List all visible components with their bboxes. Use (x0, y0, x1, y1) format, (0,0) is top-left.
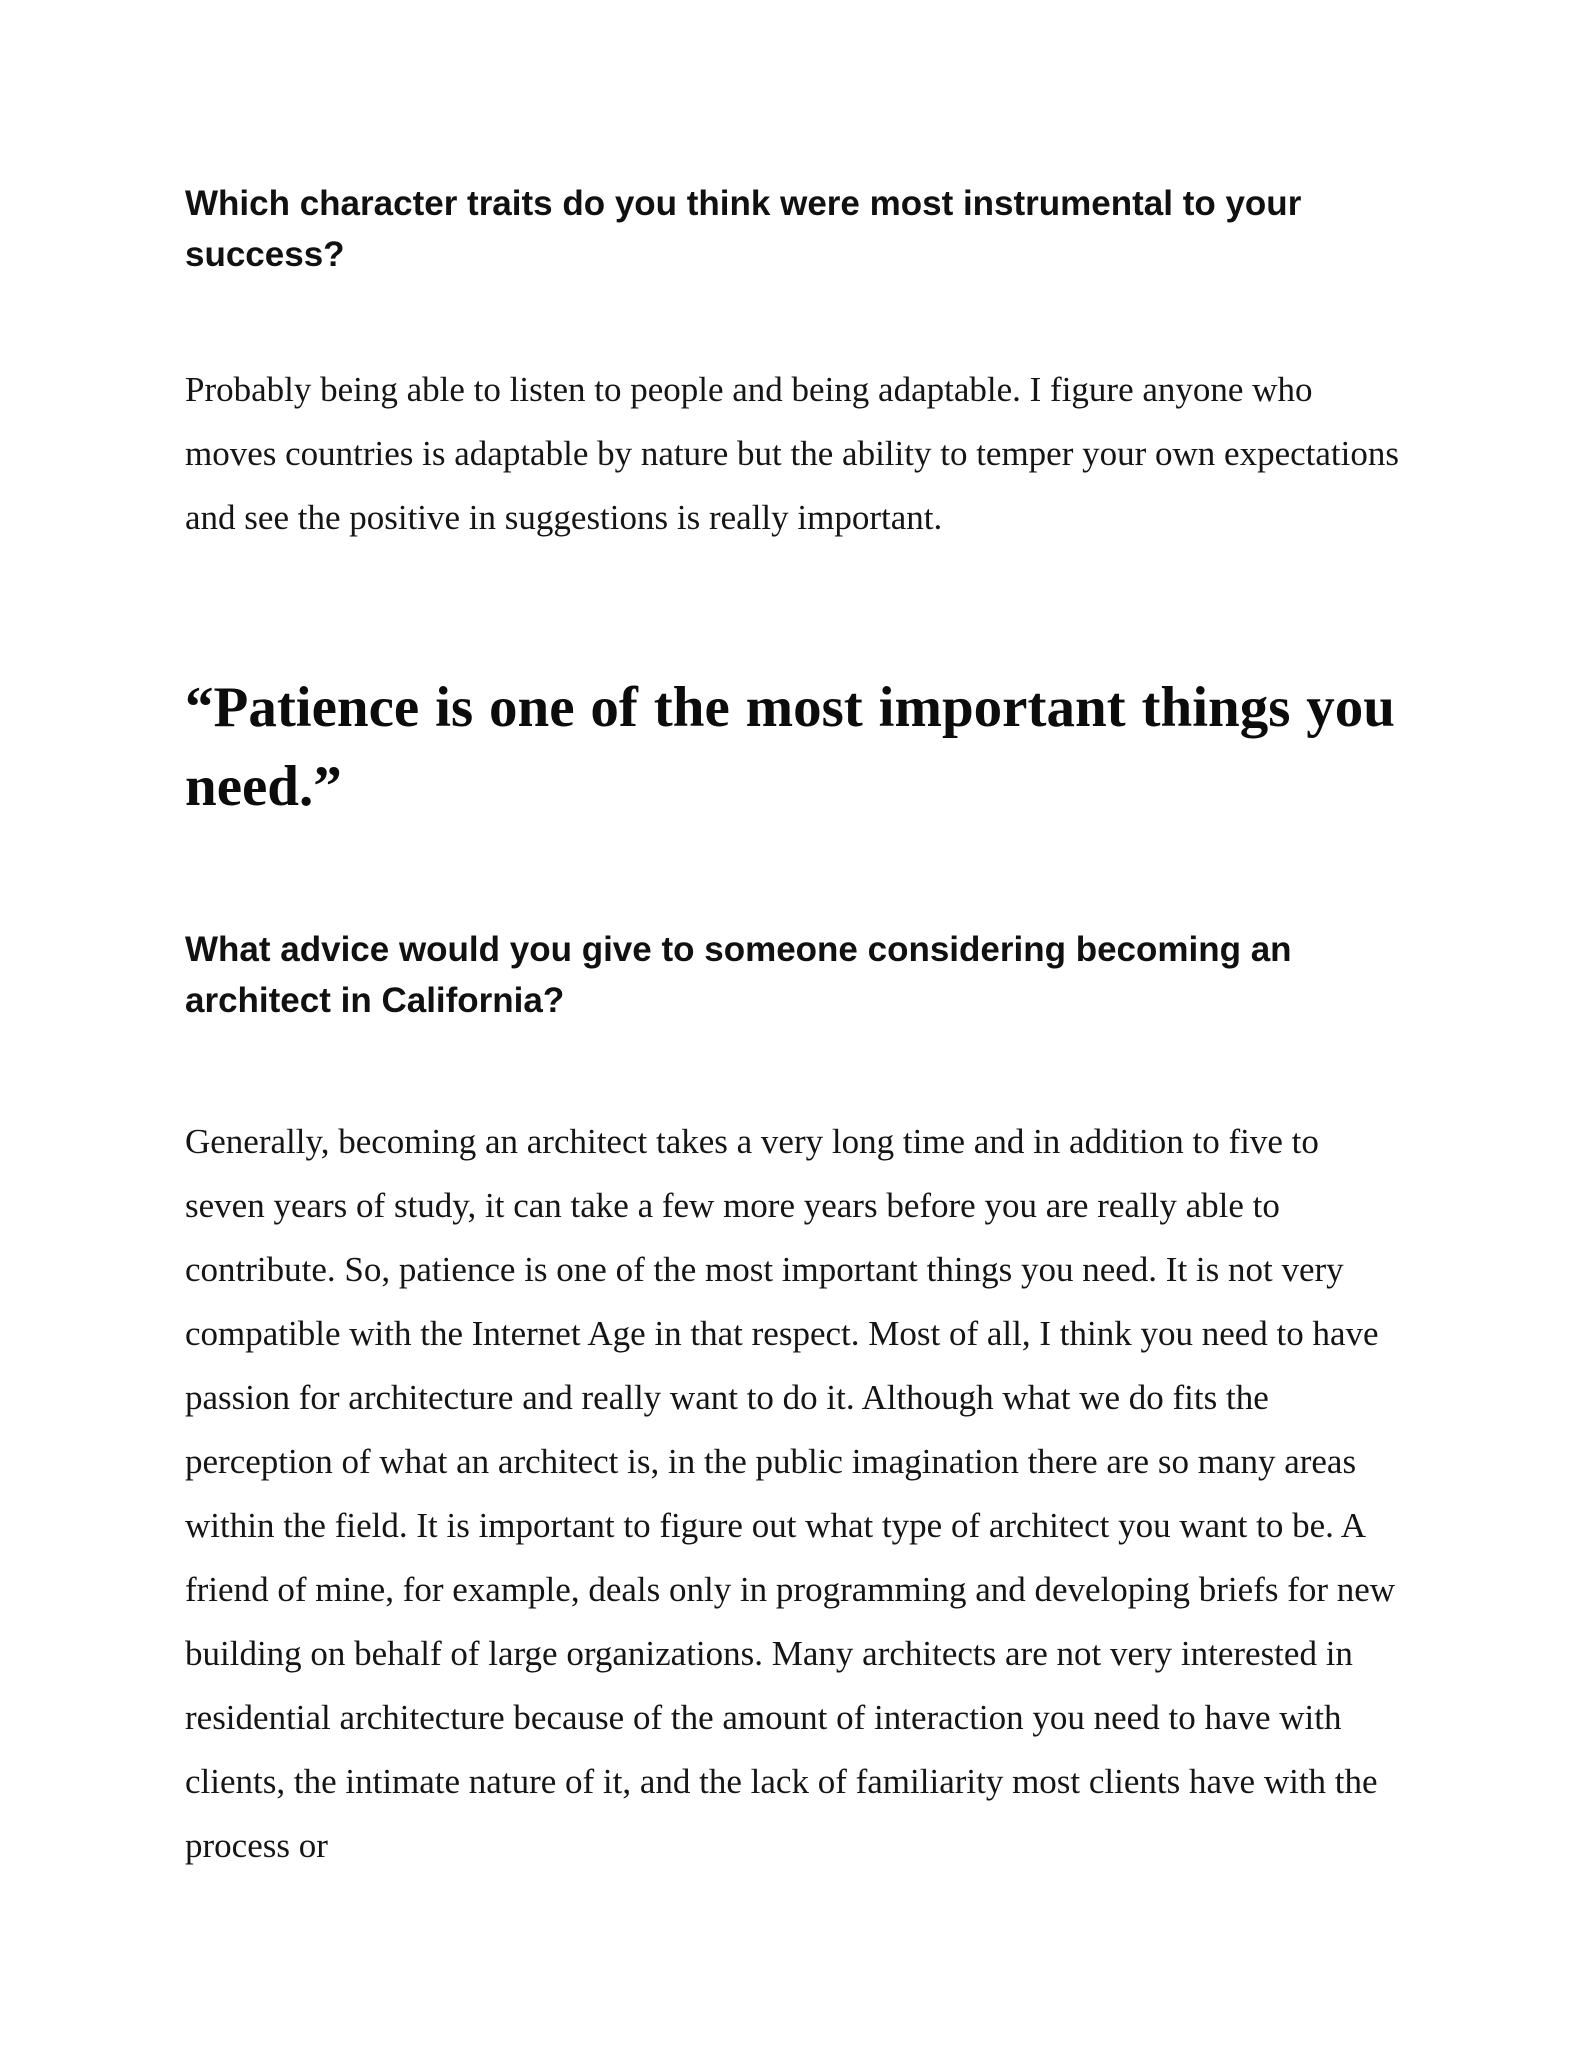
answer-paragraph-1: Probably being able to listen to people and being adaptable. I figure anyone who moves countries is adaptable by nature but the ability to temper your own expectations and see the positive in suggestions is really important. (185, 370, 1399, 537)
document-body (185, 178, 1405, 1878)
pull-quote: “Patience is one of the most important things you need.” (185, 676, 1395, 818)
answer-paragraph-2: Generally, becoming an architect takes a very long time and in addition to five to seven years of study, it can take a few more years before you are really able to contribute. So, patience is one of the most important things you need. It is not very compatible with the Internet Age in that respect. Most of all, I think you need to have passion for architecture and really want to do it. Although what we do fits the perception of what an architect is, in the public imagination there are so many areas within the field. It is important to figure out what type of architect you want to be. A friend of mine, for example, deals only in programming and developing briefs for new building on behalf of large organizations. Many architects are not very interested in residential architecture because of the amount of interaction you need to have with clients, the intimate nature of it, and the lack of familiarity most clients have with the process or (185, 1122, 1396, 1865)
question-heading-2: What advice would you give to someone considering becoming an architect in California? (185, 930, 1292, 1020)
question-heading-1: Which character traits do you think were most instrumental to your success? (185, 184, 1302, 274)
